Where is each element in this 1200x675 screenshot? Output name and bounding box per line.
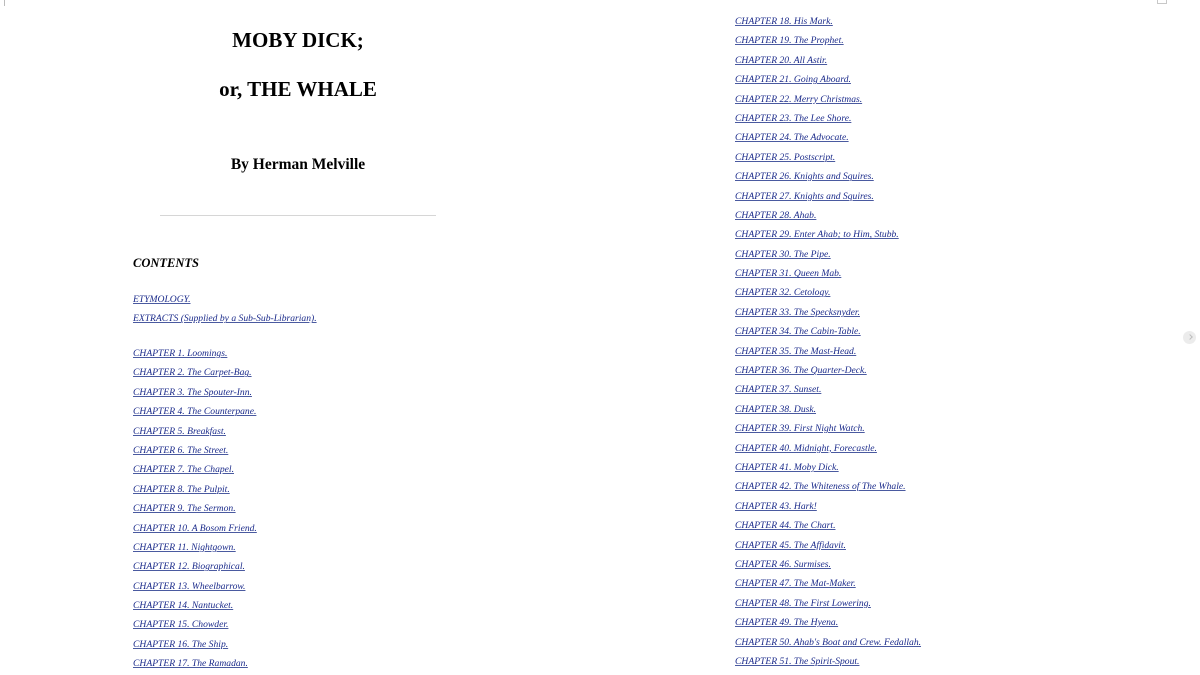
toc-item	[133, 307, 317, 326]
toc-link[interactable]: CHAPTER 40. Midnight, Forecastle.	[735, 442, 877, 454]
toc-item	[735, 631, 921, 650]
toc-link[interactable]: CHAPTER 18. His Mark.	[735, 16, 833, 27]
toc-item	[735, 340, 921, 359]
toc-link[interactable]: CHAPTER 4. The Counterpane.	[133, 406, 257, 418]
toc-item	[133, 497, 257, 516]
toc-item	[735, 165, 921, 184]
toc-item	[133, 458, 257, 477]
toc-link[interactable]: CHAPTER 20. All Astir.	[735, 54, 828, 66]
toc-item	[133, 361, 257, 380]
toc-link[interactable]: CHAPTER 19. The Prophet.	[735, 35, 844, 47]
toc-link[interactable]: CHAPTER 7. The Chapel.	[133, 464, 234, 476]
toc-link[interactable]: CHAPTER 5. Breakfast.	[133, 425, 226, 437]
front-matter-list	[133, 288, 317, 327]
toc-item	[133, 342, 257, 361]
toc-item	[735, 49, 921, 68]
toc-link[interactable]: CHAPTER 50. Ahab's Boat and Crew. Fedallah.	[735, 636, 922, 648]
toc-link[interactable]: CHAPTER 30. The Pipe.	[735, 248, 831, 260]
toc-link[interactable]: CHAPTER 9. The Sermon.	[133, 503, 236, 515]
toc-link[interactable]: CHAPTER 35. The Mast-Head.	[735, 345, 857, 357]
toc-item	[133, 420, 257, 439]
toc-item	[735, 29, 921, 48]
toc-link[interactable]: CHAPTER 29. Enter Ahab; to Him, Stubb.	[735, 229, 899, 241]
toc-link[interactable]: CHAPTER 23. The Lee Shore.	[735, 112, 852, 124]
toc-item	[735, 398, 921, 417]
toc-link[interactable]: CHAPTER 3. The Spouter-Inn.	[133, 386, 252, 398]
toc-link[interactable]: CHAPTER 31. Queen Mab.	[735, 268, 842, 280]
toc-item	[735, 146, 921, 165]
toc-link[interactable]: CHAPTER 13. Wheelbarrow.	[133, 580, 246, 592]
chapter-list-left	[133, 342, 257, 672]
toc-item	[735, 68, 921, 87]
toc-item	[735, 514, 921, 533]
toc-link[interactable]: CHAPTER 41. Moby Dick.	[735, 461, 839, 473]
toc-item	[735, 417, 921, 436]
toc-link[interactable]: CHAPTER 12. Biographical.	[133, 561, 245, 573]
toc-item	[735, 320, 921, 339]
toc-item	[735, 534, 921, 553]
toc-link[interactable]: CHAPTER 14. Nantucket.	[133, 600, 234, 612]
toc-link[interactable]: CHAPTER 32. Cetology.	[735, 287, 831, 299]
toc-item	[133, 439, 257, 458]
toc-item	[735, 650, 921, 669]
chapter-list-right	[735, 10, 921, 669]
toc-link[interactable]: CHAPTER 34. The Cabin-Table.	[735, 326, 861, 338]
toc-link[interactable]: CHAPTER 22. Merry Christmas.	[735, 93, 863, 105]
toc-item	[735, 126, 921, 145]
toc-item	[133, 381, 257, 400]
toc-item	[735, 495, 921, 514]
toc-item	[133, 536, 257, 555]
toc-item	[735, 107, 921, 126]
toc-item	[735, 437, 921, 456]
toc-item	[133, 633, 257, 652]
toc-item	[735, 185, 921, 204]
toc-item	[735, 281, 921, 300]
toc-item	[735, 88, 921, 107]
toc-link[interactable]: CHAPTER 1. Loomings.	[133, 348, 228, 359]
toc-link[interactable]: CHAPTER 48. The First Lowering.	[735, 597, 871, 609]
toc-link[interactable]: CHAPTER 49. The Hyena.	[735, 617, 839, 629]
toc-item	[133, 555, 257, 574]
toc-link[interactable]: CHAPTER 43. Hark!	[735, 500, 817, 512]
toc-link[interactable]: CHAPTER 17. The Ramadan.	[133, 658, 248, 670]
next-page-icon[interactable]	[1183, 331, 1196, 344]
toc-item	[133, 478, 257, 497]
toc-link[interactable]: CHAPTER 26. Knights and Squires.	[735, 171, 874, 183]
toc-link[interactable]: CHAPTER 2. The Carpet-Bag.	[133, 367, 252, 379]
toc-link[interactable]: CHAPTER 6. The Street.	[133, 444, 229, 456]
toc-item	[735, 553, 921, 572]
toc-link[interactable]: CHAPTER 38. Dusk.	[735, 403, 817, 415]
toc-link[interactable]: CHAPTER 10. A Bosom Friend.	[133, 522, 257, 534]
toc-item	[735, 223, 921, 242]
toc-link[interactable]: CHAPTER 15. Chowder.	[133, 619, 229, 631]
toc-item	[735, 475, 921, 494]
author-byline: By Herman Melville	[230, 156, 366, 173]
toc-item	[133, 652, 257, 671]
book-subtitle: or, THE WHALE	[219, 77, 377, 101]
toc-link[interactable]: CHAPTER 36. The Quarter-Deck.	[735, 365, 867, 377]
toc-item	[133, 613, 257, 632]
toc-item	[133, 594, 257, 613]
toc-item	[735, 262, 921, 281]
toc-link[interactable]: CHAPTER 42. The Whiteness of The Whale.	[735, 481, 906, 493]
contents-heading: CONTENTS	[133, 256, 199, 270]
toc-link[interactable]: CHAPTER 24. The Advocate.	[735, 132, 849, 144]
right-page	[600, 0, 1200, 675]
toc-link[interactable]: CHAPTER 44. The Chart.	[735, 520, 836, 532]
toc-link[interactable]: CHAPTER 21. Going Aboard.	[735, 74, 851, 86]
toc-link[interactable]: CHAPTER 39. First Night Watch.	[735, 423, 865, 435]
toc-link[interactable]: CHAPTER 45. The Affidavit.	[735, 539, 846, 551]
horizontal-divider	[160, 215, 436, 216]
toc-link[interactable]: CHAPTER 46. Surmises.	[735, 558, 831, 570]
toc-link[interactable]: CHAPTER 37. Sunset.	[735, 384, 822, 396]
toc-item	[133, 575, 257, 594]
toc-item	[735, 572, 921, 591]
toc-item	[735, 243, 921, 262]
toc-item	[735, 378, 921, 397]
toc-link[interactable]: CHAPTER 27. Knights and Squires.	[735, 190, 874, 202]
toc-link[interactable]: CHAPTER 47. The Mat-Maker.	[735, 578, 856, 590]
toc-item	[133, 288, 317, 307]
book-title: MOBY DICK;	[232, 28, 364, 52]
toc-link[interactable]: ETYMOLOGY.	[133, 294, 191, 305]
toc-link[interactable]: CHAPTER 25. Postscript.	[735, 151, 836, 163]
toc-link[interactable]: CHAPTER 8. The Pulpit.	[133, 483, 230, 495]
toc-item	[133, 517, 257, 536]
toc-item	[735, 611, 921, 630]
toc-item	[735, 456, 921, 475]
toc-item	[735, 204, 921, 223]
toc-item	[133, 400, 257, 419]
toc-link[interactable]: CHAPTER 16. The Ship.	[133, 638, 229, 650]
toc-item	[735, 10, 921, 29]
toc-link[interactable]: CHAPTER 33. The Specksnyder.	[735, 306, 860, 318]
toc-link[interactable]: CHAPTER 11. Nightgown.	[133, 541, 236, 553]
toc-item	[735, 359, 921, 378]
toc-item	[735, 592, 921, 611]
toc-link[interactable]: CHAPTER 28. Ahab.	[735, 209, 817, 221]
toc-item	[735, 301, 921, 320]
toc-link[interactable]: CHAPTER 51. The Spirit-Spout.	[735, 655, 860, 667]
toc-link[interactable]: EXTRACTS (Supplied by a Sub-Sub-Librarian).	[133, 313, 317, 325]
